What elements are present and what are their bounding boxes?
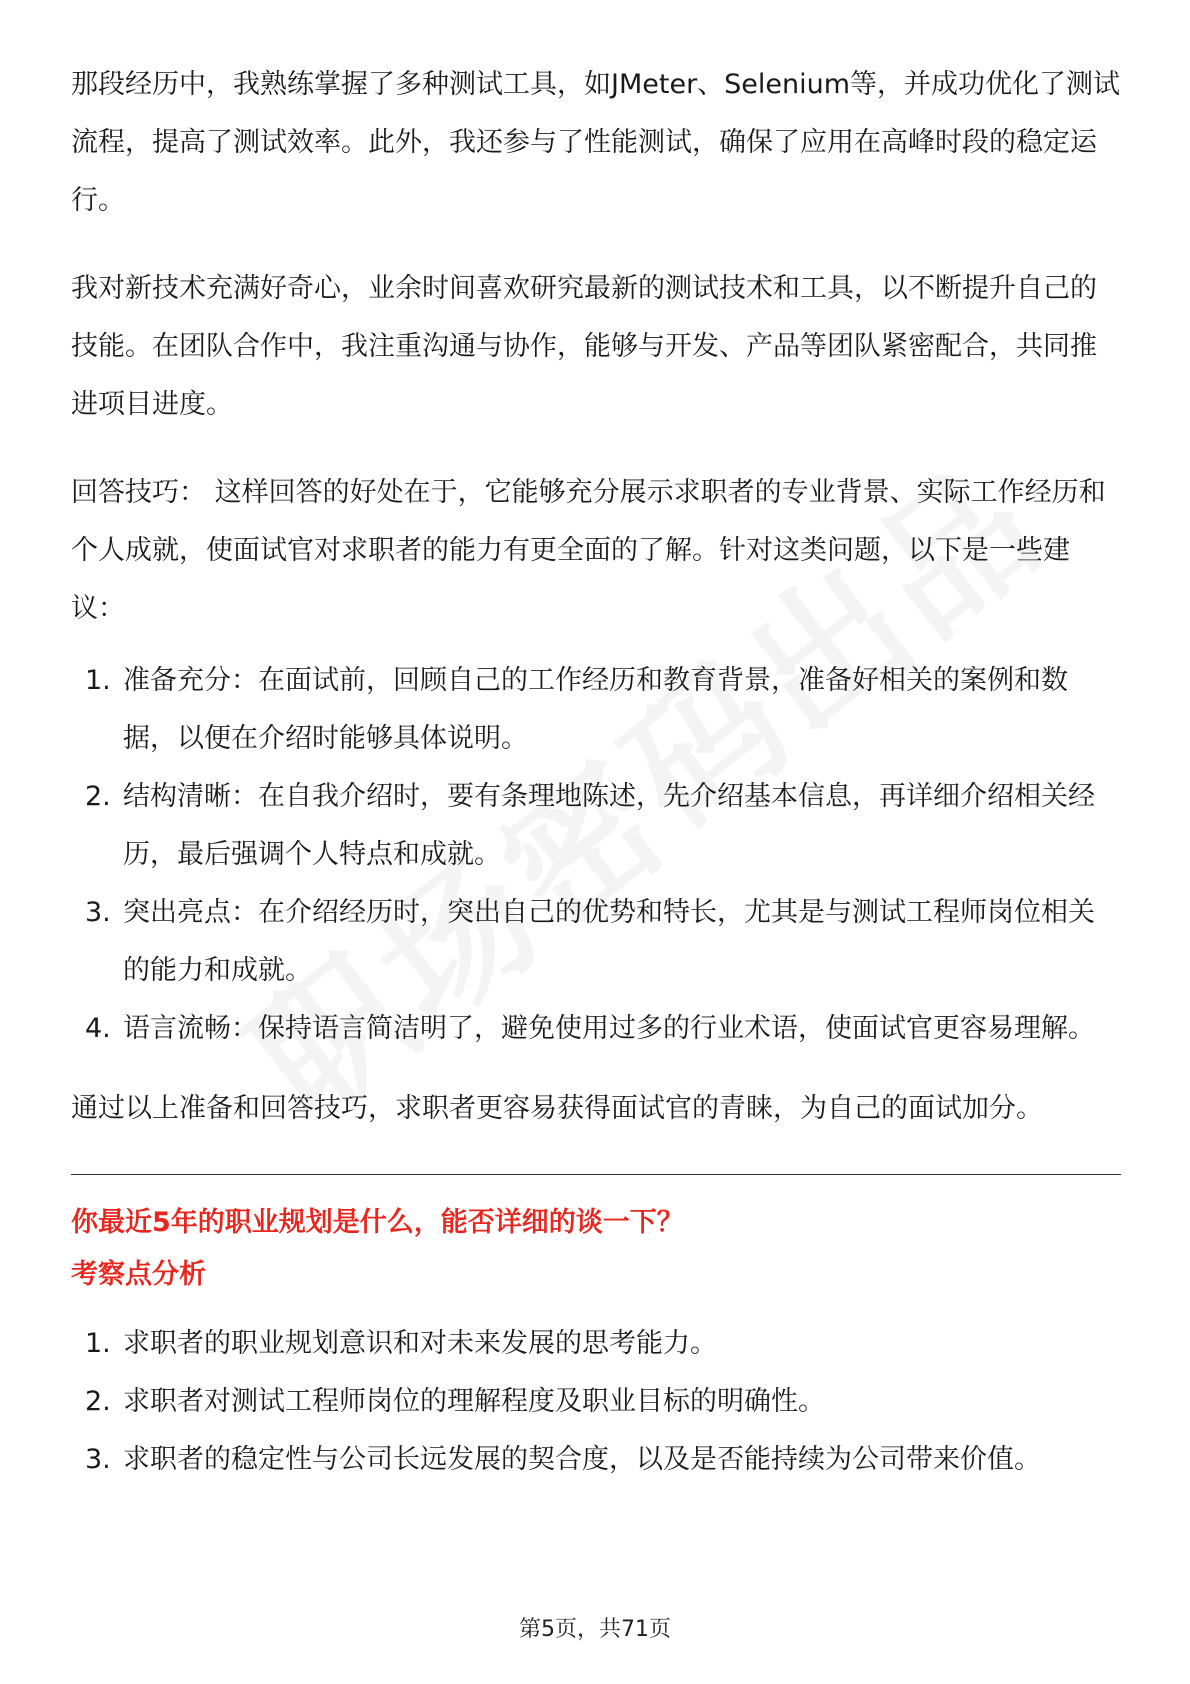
list-number: 2. [85,781,111,812]
list-number: 1. [85,1328,111,1359]
list-item [71,884,1121,1000]
list-text: 准备充分：在面试前，回顾自己的工作经历和教育背景，准备好相关的案例和数据，以便在介绍时能够具体说明。 [123,665,1068,754]
question-subtitle: 考察点分析 [71,1259,206,1290]
list-text: 求职者的职业规划意识和对未来发展的思考能力。 [123,1328,717,1359]
tips-list [71,652,1121,1058]
paragraph-curiosity: 我对新技术充满好奇心，业余时间喜欢研究最新的测试技术和工具，以不断提升自己的技能。在团队合作中，我注重沟通与协作，能够与开发、产品等团队紧密配合，共同推进项目进度。 [71,273,1097,420]
paragraph-closing: 通过以上准备和回答技巧，求职者更容易获得面试官的青睐，为自己的面试加分。 [71,1093,1043,1124]
page-number: 第5页，共71页 [519,1617,671,1642]
list-item [71,1000,1121,1058]
list-number: 3. [85,1444,111,1475]
list-text: 求职者的稳定性与公司长远发展的契合度，以及是否能持续为公司带来价值。 [123,1444,1041,1475]
section-divider [71,1174,1121,1175]
paragraph-experience: 那段经历中，我熟练掌握了多种测试工具，如JMeter、Selenium等，并成功优化了测试流程，提高了测试效率。此外，我还参与了性能测试，确保了应用在高峰时段的稳定运行。 [71,69,1121,216]
list-text: 语言流畅：保持语言简洁明了，避免使用过多的行业术语，使面试官更容易理解。 [123,1013,1095,1044]
list-item [71,768,1121,884]
list-number: 1. [85,665,111,696]
list-item [71,1315,1121,1373]
list-number: 3. [85,897,111,928]
list-text: 结构清晰：在自我介绍时，要有条理地陈述，先介绍基本信息，再详细介绍相关经历，最后强调个人特点和成就。 [123,781,1095,870]
paragraph-answer-tips: 回答技巧： 这样回答的好处在于，它能够充分展示求职者的专业背景、实际工作经历和个人成就，使面试官对求职者的能力有更全面的了解。针对这类问题，以下是一些建议： [71,477,1106,624]
list-item [71,1373,1121,1431]
list-item [71,1431,1121,1489]
question-title: 你最近5年的职业规划是什么，能否详细的谈一下？ [71,1207,684,1238]
page-content [71,56,1121,1489]
list-number: 4. [85,1013,111,1044]
list-text: 突出亮点：在介绍经历时，突出自己的优势和特长，尤其是与测试工程师岗位相关的能力和成就。 [123,897,1095,986]
list-item [71,652,1121,768]
analysis-points-list [71,1315,1121,1489]
list-number: 2. [85,1386,111,1417]
list-text: 求职者对测试工程师岗位的理解程度及职业目标的明确性。 [123,1386,825,1417]
